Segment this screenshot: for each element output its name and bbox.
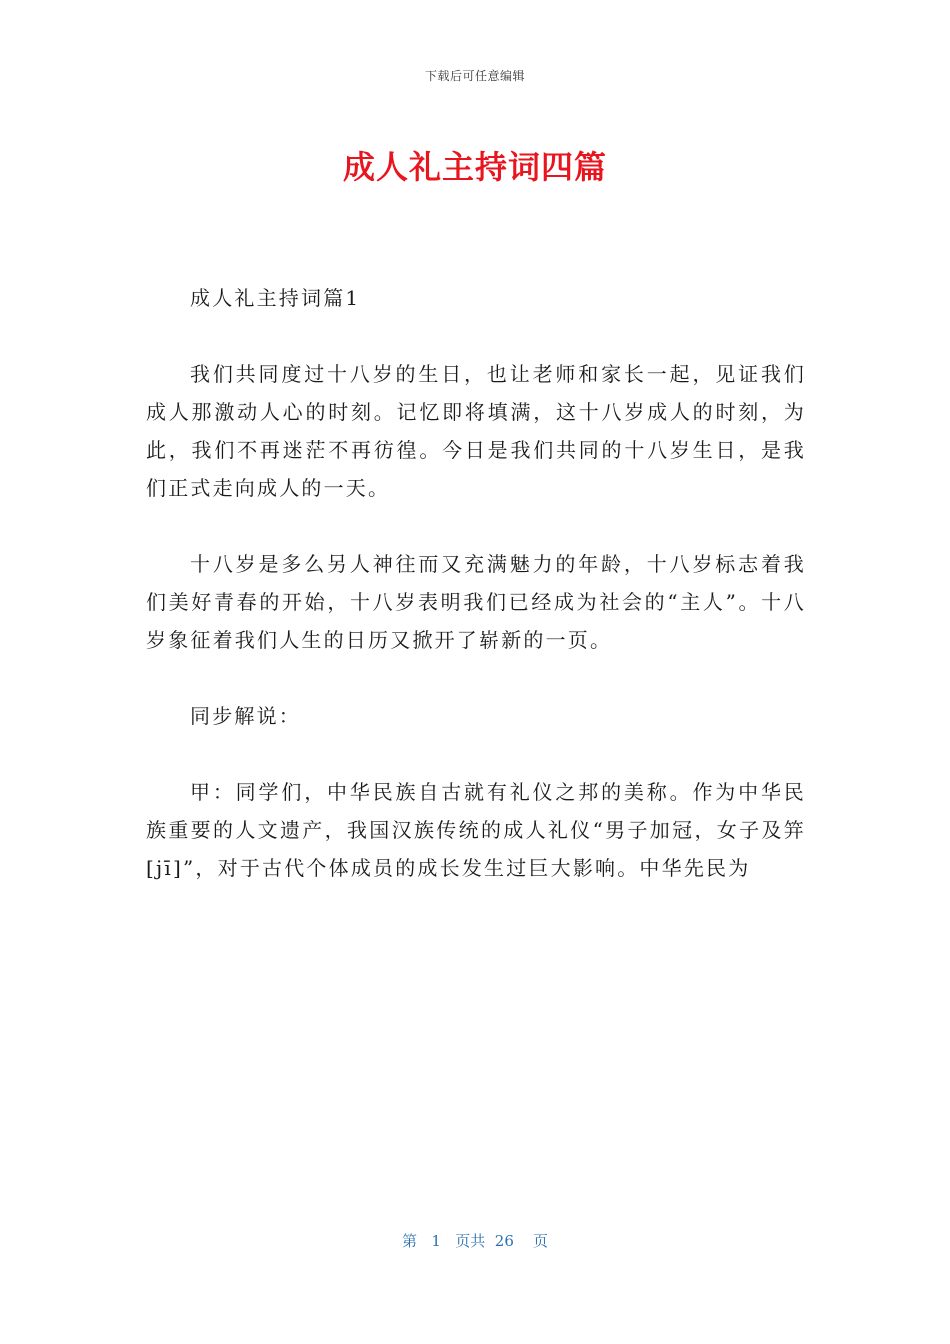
section-heading: 成人礼主持词篇1	[190, 286, 361, 310]
paragraph: 同步解说：	[190, 704, 301, 728]
page-current: 1	[431, 1232, 441, 1250]
page-label-prefix: 第	[402, 1232, 418, 1250]
document-title: 成人礼主持词四篇	[342, 148, 607, 186]
page-footer	[0, 1230, 950, 1251]
paragraph: 我们共同度过十八岁的生日，也让老师和家长一起，见证我们成人那激动人心的时刻。记忆即将填满，这十八岁成人的时刻，为此，我们不再迷茫不再彷徨。今日是我们共同的十八岁生日，是我们正式走向成人的一天。	[146, 362, 806, 500]
page-total: 26	[494, 1232, 514, 1250]
paragraph: 十八岁是多么另人神往而又充满魅力的年龄，十八岁标志着我们美好青春的开始，十八岁表明我们已经成为社会的“主人”。十八岁象征着我们人生的日历又掀开了崭新的一页。	[146, 552, 806, 652]
page-label-suffix: 页	[532, 1232, 548, 1250]
document-body	[146, 279, 806, 925]
header-note: 下载后可任意编辑	[424, 69, 525, 83]
page-label-middle: 页共	[455, 1232, 486, 1250]
paragraph: 甲：同学们，中华民族自古就有礼仪之邦的美称。作为中华民族重要的人文遗产，我国汉族传统的成人礼仪“男子加冠，女子及笄[jī]”，对于古代个体成员的成长发生过巨大影响。中华先民为	[146, 780, 806, 880]
